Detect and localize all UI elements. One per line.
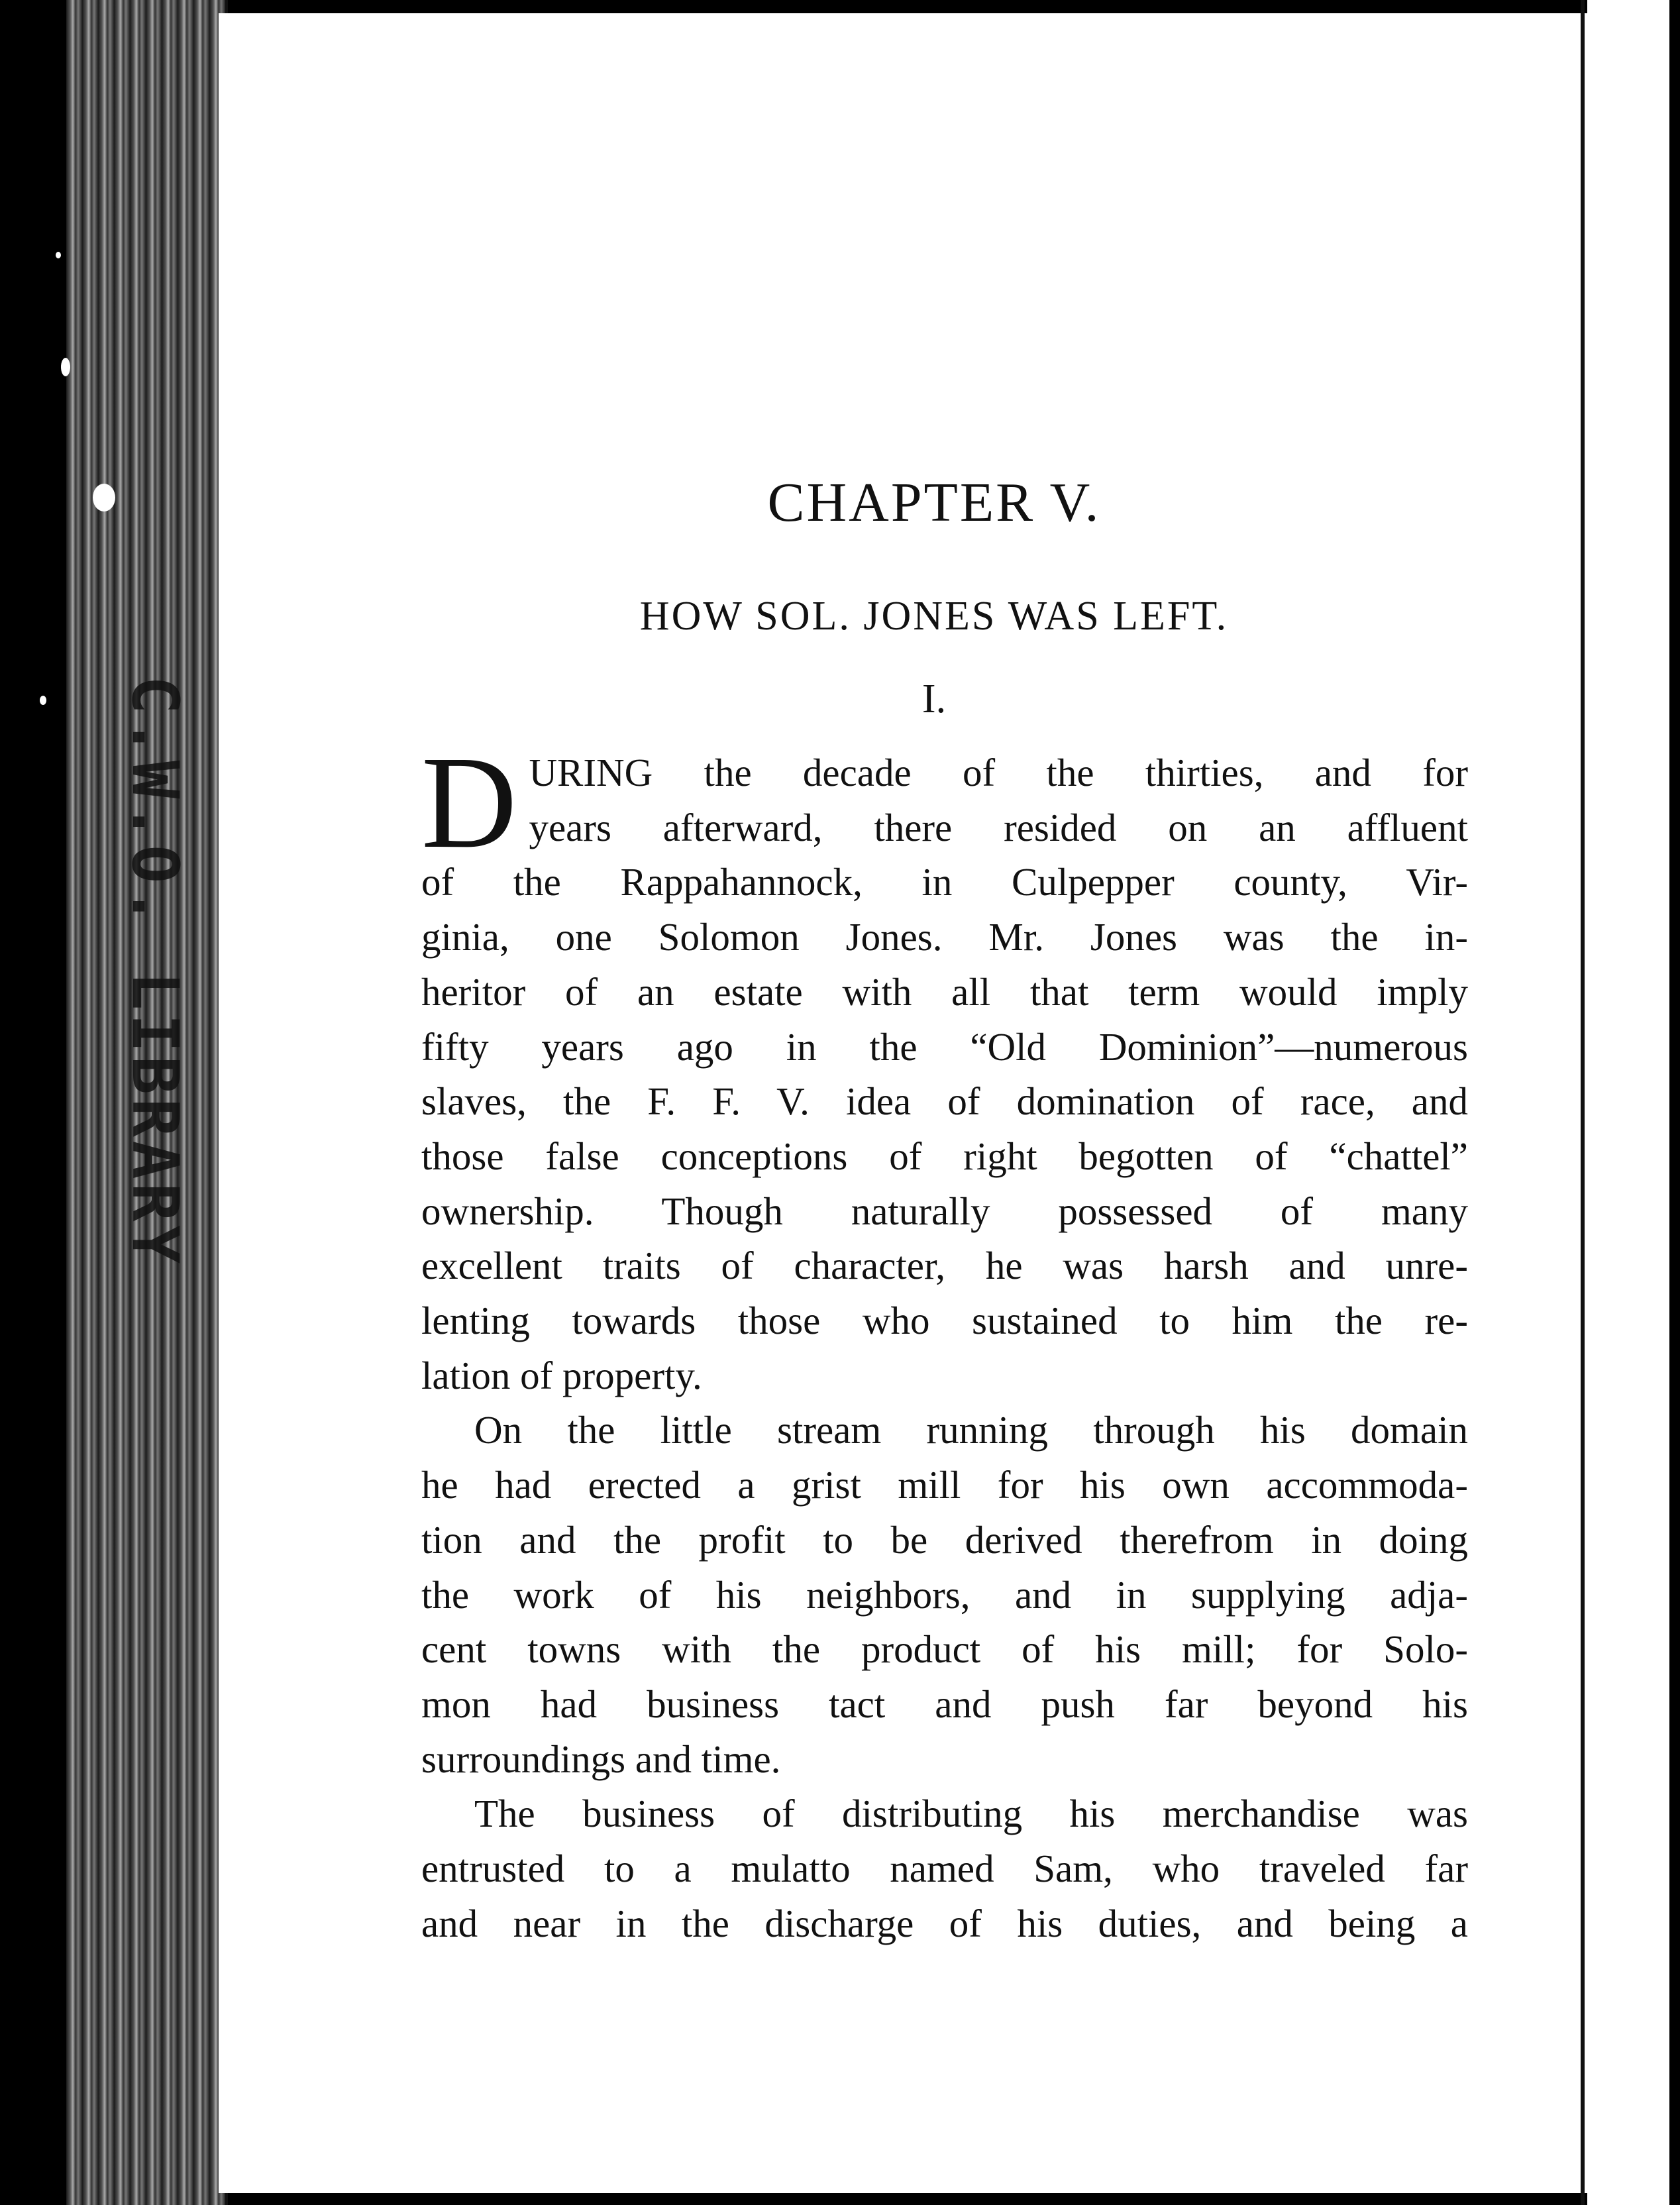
text-line: cent towns with the product of his mill; for Solo-	[421, 1627, 1468, 1672]
text-line: the work of his neighbors, and in supplying adja-	[421, 1572, 1468, 1617]
scan-speck	[93, 484, 115, 511]
library-stamp: C.W.O. LIBRARY	[118, 676, 192, 1268]
scan-right-border	[1669, 0, 1680, 2205]
text-line: and near in the discharge of his duties, and being a	[421, 1901, 1468, 1945]
body-text	[421, 729, 1468, 1951]
paragraph-3	[421, 1786, 1468, 1951]
text-line: years afterward, there resided on an affluent	[529, 805, 1468, 849]
scan-speck	[40, 696, 46, 705]
text-line: ginia, one Solomon Jones. Mr. Jones was the in-	[421, 915, 1468, 959]
text-line: mon had business tact and push far beyond his	[421, 1682, 1468, 1726]
text-line: URING the decade of the thirties, and for	[529, 751, 1468, 794]
text-line: of the Rappahannock, in Culpepper county, Vir-	[421, 860, 1468, 904]
text-line: those false conceptions of right begotten of “chattel”	[421, 1134, 1468, 1178]
drop-cap: D	[421, 729, 517, 876]
paragraph-2	[421, 1403, 1468, 1786]
text-line: On the little stream running through his domain	[474, 1408, 1468, 1452]
text-line: tion and the profit to be derived therefrom in doing	[421, 1517, 1468, 1562]
text-line: surroundings and time.	[421, 1737, 781, 1781]
text-line: lenting towards those who sustained to him the re-	[421, 1299, 1468, 1343]
text-line: entrusted to a mulatto named Sam, who traveled far	[421, 1847, 1468, 1891]
section-number: I.	[921, 676, 947, 722]
binding-line	[1581, 0, 1585, 2205]
next-page-sliver	[1587, 0, 1680, 2205]
scan-top-border	[0, 0, 1680, 15]
text-line: fifty years ago in the “Old Dominion”—numerous	[421, 1024, 1468, 1069]
scan-speck	[56, 252, 61, 258]
text-line: slaves, the F. F. V. idea of domination of race, and	[421, 1079, 1468, 1124]
text-line: lation of property.	[421, 1353, 702, 1397]
chapter-title: CHAPTER V.	[767, 472, 1101, 533]
scan-speck	[61, 358, 70, 376]
paragraph-1	[421, 729, 1468, 1403]
text-line: excellent traits of character, he was harsh and unre-	[421, 1244, 1468, 1288]
text-line: The business of distributing his merchandise was	[474, 1792, 1468, 1836]
text-line: heritor of an estate with all that term would imply	[421, 969, 1468, 1014]
text-line: ownership. Though naturally possessed of many	[421, 1189, 1468, 1233]
chapter-subtitle: HOW SOL. JONES WAS LEFT.	[639, 594, 1229, 639]
text-line: he had erected a grist mill for his own accommoda-	[421, 1463, 1468, 1507]
